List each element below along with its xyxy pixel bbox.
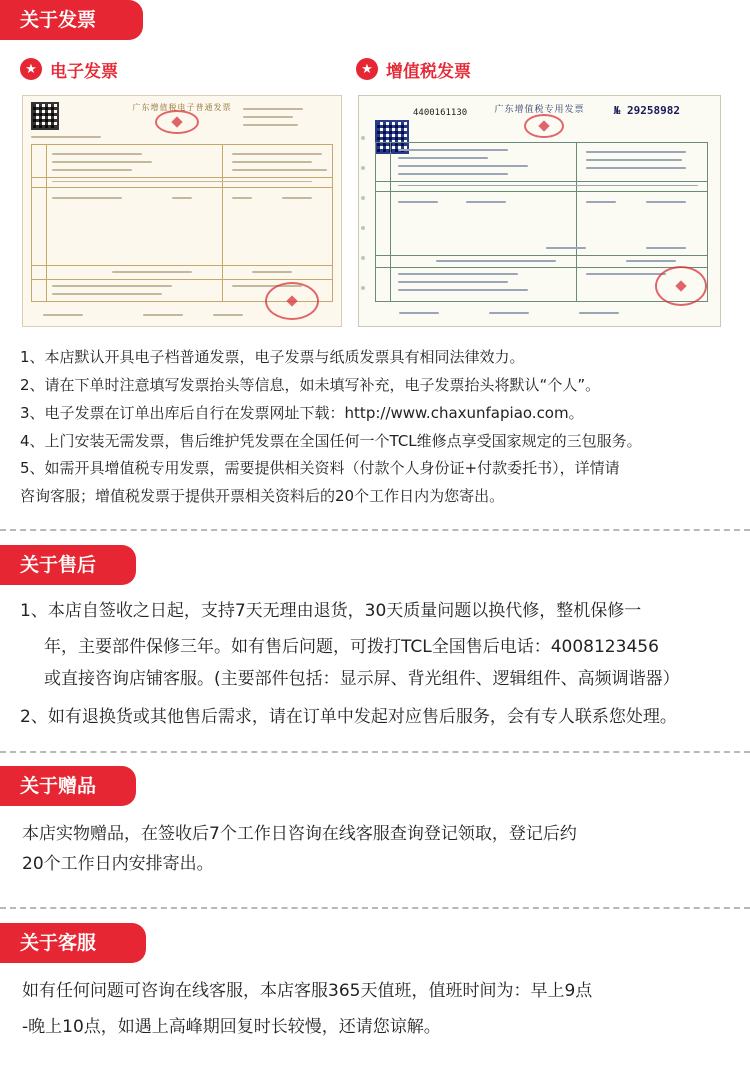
vat-invoice-code: 4400161130 [413,108,468,118]
invoice-seal [524,114,564,138]
vat-invoice-title: 广东增值税专用发票 [494,105,585,115]
aftersales-section-heading [0,545,136,585]
invoice-heading-text: 关于发票 [20,9,97,31]
aftersales-line-2: 年，主要部件保修三年。如有售后问题，可拨打TCL全国售后电话：4008123456 [44,637,659,657]
gift-line-2: 20个工作日内安排寄出。 [22,854,214,874]
gift-heading-text: 关于赠品 [20,775,97,797]
service-section-heading [0,923,146,963]
invoice-text [489,312,529,314]
invoice-section-heading [0,0,143,40]
aftersales-heading-text: 关于售后 [20,554,97,576]
aftersales-line-1: 1、本店自签收之日起，支持7天无理由退货，30天质量问题以换代修，整机保修一 [20,601,642,621]
gift-section-heading [0,766,136,806]
gift-line-1: 本店实物赠品，在签收后7个工作日咨询在线客服查询登记领取，登记后约 [22,824,577,844]
invoice-note-5: 5、如需开具增值税专用发票，需要提供相关资料（付款个人身份证+付款委托书），详情请 [20,459,620,477]
invoice-seal [155,110,199,134]
invoice-text [243,108,303,110]
invoice-text [243,124,298,126]
electronic-invoice-image [22,95,342,327]
star-icon: ★ [356,58,378,80]
electronic-invoice-label-text: 电子发票 [50,61,118,82]
service-line-2: -晚上10点，如遇上高峰期回复时长较慢，还请您谅解。 [22,1017,441,1037]
invoice-text [31,136,101,138]
invoice-note-3: 3、电子发票在订单出库后自行在发票网址下载：http://www.chaxunfapiao.com。 [20,404,584,422]
electronic-invoice-title: 广东增值税电子普通发票 [132,103,232,112]
vat-invoice-image [358,95,721,327]
invoice-text [43,314,83,316]
star-icon: ★ [20,58,42,80]
invoice-seal [655,266,707,306]
electronic-invoice-label [20,57,118,81]
invoice-seal [265,282,319,320]
invoice-note-2: 2、请在下单时注意填写发票抬头等信息，如未填写补充，电子发票抬头将默认“个人”。 [20,376,601,394]
invoice-note-1: 1、本店默认开具电子档普通发票，电子发票与纸质发票具有相同法律效力。 [20,348,525,366]
aftersales-line-4: 2、如有退换货或其他售后需求，请在订单中发起对应售后服务，会有专人联系您处理。 [20,707,677,727]
invoice-text [579,312,619,314]
invoice-note-4: 4、上门安装无需发票，售后维护凭发票在全国任何一个TCL维修点享受国家规定的三包服务。 [20,432,642,450]
service-heading-text: 关于客服 [20,932,97,954]
invoice-text [213,314,243,316]
invoice-text [243,116,293,118]
section-divider [0,751,750,753]
section-divider [0,907,750,909]
service-line-1: 如有任何问题可咨询在线客服，本店客服365天值班，值班时间为：早上9点 [22,981,593,1001]
vat-invoice-number: № 29258982 [613,104,680,117]
invoice-text [143,314,183,316]
invoice-note-5-cont: 咨询客服；增值税发票于提供开票相关资料后的20个工作日内为您寄出。 [20,487,505,505]
invoice-text [399,312,439,314]
aftersales-line-3: 或直接咨询店铺客服。(主要部件包括：显示屏、背光组件、逻辑组件、高频调谐器） [44,669,680,689]
vat-invoice-label [356,57,471,81]
vat-invoice-label-text: 增值税发票 [386,61,471,82]
invoice-table [31,144,333,302]
section-divider [0,529,750,531]
